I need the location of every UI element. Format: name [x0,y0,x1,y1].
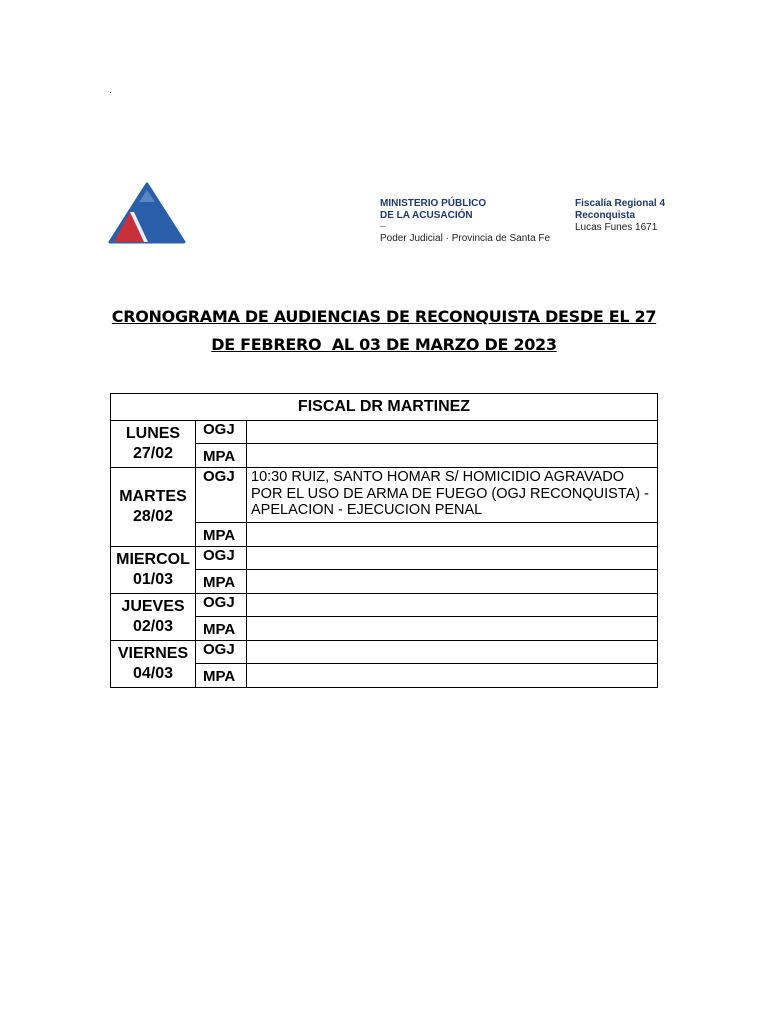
page-mark: . [109,85,112,96]
title-line-2: DE FEBRERO AL 03 DE MARZO DE 2023 [211,335,557,354]
office-line-2: Reconquista [575,210,636,221]
office-block [575,198,665,234]
day-date: 02/03 [132,618,174,635]
day-date: 27/02 [132,445,174,462]
mpa-hearing [247,444,658,468]
day-cell [111,594,196,641]
office-ogj-label: OGJ [196,468,247,523]
day-date: 01/03 [132,571,174,588]
title-line-1: CRONOGRAMA DE AUDIENCIAS DE RECONQUISTA DESDE EL 27 [111,307,657,326]
office-line-3: Lucas Funes 1671 [575,222,658,233]
day-name: MARTES [119,488,187,505]
office-ogj-label: OGJ [196,547,247,570]
table-row [111,594,658,617]
table-row [111,468,658,523]
mpa-hearing [247,617,658,641]
table-row [111,547,658,570]
office-ogj-label: OGJ [196,641,247,664]
mpa-hearing [247,664,658,688]
schedule-table [110,393,658,688]
mpa-hearing [247,523,658,547]
day-cell [111,641,196,688]
day-cell [111,547,196,594]
office-mpa-label: MPA [196,570,247,594]
mpa-hearing [247,570,658,594]
office-ogj-label: OGJ [196,594,247,617]
day-cell [111,468,196,547]
table-row [111,421,658,444]
ministry-block [380,198,550,245]
day-name: JUEVES [121,598,185,615]
day-name: VIERNES [117,645,189,662]
ogj-hearing: 10:30 RUIZ, SANTO HOMAR S/ HOMICIDIO AGRAVADO POR EL USO DE ARMA DE FUEGO (OGJ RECONQUISTA) -APELACION - EJECUCION PENAL [247,468,658,523]
office-mpa-label: MPA [196,444,247,468]
table-row [111,641,658,664]
day-name: LUNES [125,425,181,442]
ogj-hearing [247,641,658,664]
ogj-hearing [247,421,658,444]
day-name: MIERCOL [116,551,190,568]
ministry-line-1: MINISTERIO PÚBLICO [380,198,487,209]
ministry-line-2: DE LA ACUSACIÓN [380,210,473,221]
day-date: 28/02 [132,508,174,525]
ministry-line-3: Poder Judicial · Provincia de Santa Fe [380,233,551,244]
office-mpa-label: MPA [196,523,247,547]
office-mpa-label: MPA [196,664,247,688]
fiscal-row [111,394,658,421]
office-line-1: Fiscalía Regional 4 [575,198,666,209]
ministerio-publico-logo-icon [108,182,186,246]
office-ogj-label: OGJ [196,421,247,444]
day-cell [111,421,196,468]
office-mpa-label: MPA [196,617,247,641]
ogj-hearing [247,547,658,570]
day-date: 04/03 [132,665,174,682]
fiscal-name: FISCAL DR MARTINEZ [111,394,658,421]
document-title [100,303,668,359]
ogj-hearing [247,594,658,617]
ministry-dash: – [380,221,386,232]
